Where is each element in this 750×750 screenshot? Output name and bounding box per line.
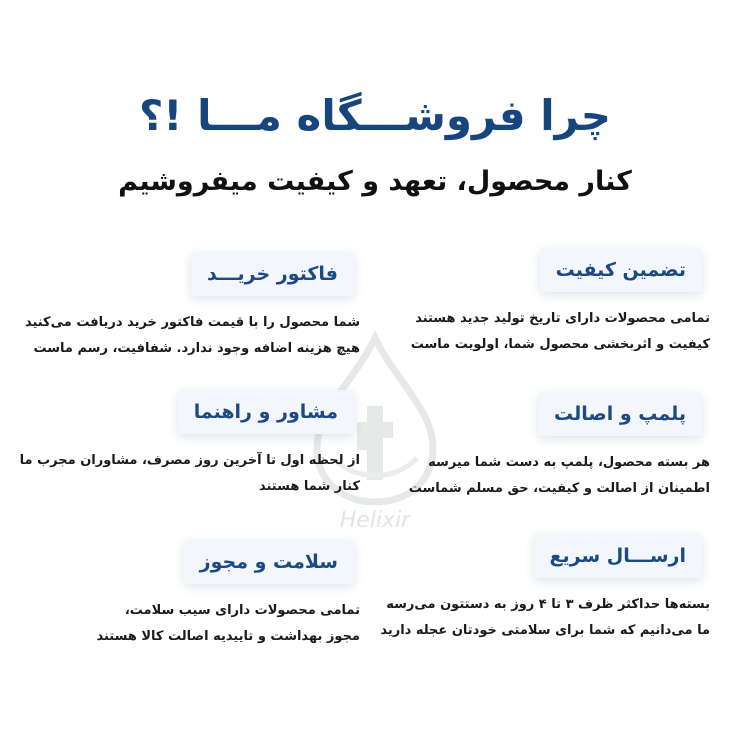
feature-title: سلامت و مجوز (184, 540, 354, 584)
feature-title: پلمپ و اصالت (538, 392, 702, 436)
description-line: مجوز بهداشت و تاییدیه اصالت کالا هستند (96, 629, 360, 644)
feature-health-license (30, 540, 360, 650)
feature-shipping (380, 534, 710, 644)
feature-title: تضمین کیفیت (540, 248, 702, 292)
description-line: کیفیت و اثربخشی محصول شما، اولویت ماست (410, 337, 710, 352)
feature-title: مشاور و راهنما (178, 390, 354, 434)
feature-seal (380, 392, 710, 502)
feature-advisor (19, 390, 360, 500)
feature-description (380, 592, 710, 644)
feature-title: ارســـال سریع (534, 534, 702, 578)
description-line: بسته‌ها حداکثر ظرف ۳ تا ۴ روز به دستتون می‌رسه (386, 597, 710, 612)
description-line: تمامی محصولات دارای سیب سلامت، (124, 603, 360, 618)
page-subtitle: کنار محصول، تعهد و کیفیت میفروشیم (118, 166, 632, 197)
description-line: تمامی محصولات دارای تاریخ تولید جدید هستند (415, 311, 710, 326)
watermark-brand: Helixir (339, 508, 411, 533)
feature-quality (380, 248, 710, 358)
description-line: هیچ هزینه اضافه وجود ندارد. شفافیت، رسم ماست (33, 341, 360, 356)
description-line: هر بسته محصول، پلمپ به دست شما میرسه (428, 455, 710, 470)
feature-description (24, 310, 360, 362)
feature-description (30, 598, 360, 650)
feature-description (380, 306, 710, 358)
description-line: ما می‌دانیم که شما برای سلامتی خودتان عجله دارید (380, 623, 710, 638)
feature-invoice (24, 252, 360, 362)
description-line: از لحظه اول تا آخرین روز مصرف، مشاوران مجرب ما (19, 453, 360, 468)
feature-description (380, 450, 710, 502)
page-title: چرا فروشـــگاه مـــا !؟ (138, 91, 612, 140)
feature-description (19, 448, 360, 500)
description-line: شما محصول را با قیمت فاکتور خرید دریافت می‌کنید (24, 315, 360, 330)
description-line: اطمینان از اصالت و کیفیت، حق مسلم شماست (408, 481, 710, 496)
description-line: کنار شما هستند (258, 479, 360, 494)
feature-title: فاکتور خریـــد (191, 252, 354, 296)
